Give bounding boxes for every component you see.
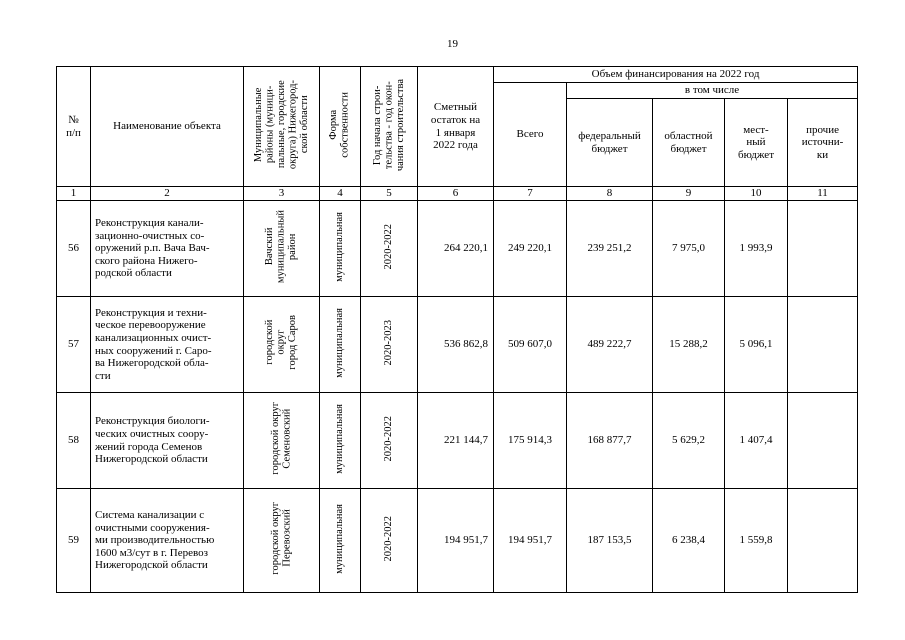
column-number: 9 (653, 187, 725, 201)
header-regional: областной бюджет (653, 99, 725, 187)
row-other (788, 489, 858, 593)
column-number: 8 (567, 187, 653, 201)
column-number: 7 (494, 187, 567, 201)
table-row (57, 489, 858, 593)
financing-table (56, 66, 858, 593)
row-municipality-cell (244, 201, 320, 297)
row-total: 509 607,0 (494, 297, 567, 393)
header-financing: Объем финансирования на 2022 год (494, 67, 858, 83)
header-name: Наименование объекта (91, 67, 244, 187)
row-years: 2020-2022 (383, 515, 395, 562)
row-federal: 489 222,7 (567, 297, 653, 393)
row-estimate: 221 144,7 (418, 393, 494, 489)
header-ownership: Форма собственности (328, 91, 351, 158)
table-row (57, 201, 858, 297)
row-estimate: 536 862,8 (418, 297, 494, 393)
column-number-row (57, 187, 858, 201)
row-federal: 187 153,5 (567, 489, 653, 593)
row-name: Реконструкция биологи- ческих очистных соору- жений города Семенов Нижегородской области (91, 393, 244, 489)
row-total: 249 220,1 (494, 201, 567, 297)
row-local: 1 993,9 (725, 201, 788, 297)
row-ownership: муниципальная (334, 503, 346, 574)
row-years-cell (361, 297, 418, 393)
row-total: 194 951,7 (494, 489, 567, 593)
header-years: Год начала строи- тельства - год окон- чания строительства (371, 78, 406, 171)
row-municipality-cell (244, 393, 320, 489)
row-ownership: муниципальная (334, 307, 346, 378)
row-local: 1 559,8 (725, 489, 788, 593)
row-ownership-cell (320, 201, 361, 297)
row-num: 57 (57, 297, 91, 393)
header-municipality-cell (244, 67, 320, 187)
row-years-cell (361, 489, 418, 593)
column-number: 11 (788, 187, 858, 201)
row-other (788, 297, 858, 393)
row-years-cell (361, 393, 418, 489)
table-row (57, 393, 858, 489)
row-num: 58 (57, 393, 91, 489)
column-number: 10 (725, 187, 788, 201)
column-number: 3 (244, 187, 320, 201)
row-ownership-cell (320, 489, 361, 593)
row-municipality-cell (244, 489, 320, 593)
row-name: Система канализации с очистными сооружения- ми производительностью 1600 м3/сут в г. Перевоз Нижегородской области (91, 489, 244, 593)
column-number: 1 (57, 187, 91, 201)
row-ownership: муниципальная (334, 403, 346, 474)
row-municipality: Вачский муниципальный район (264, 210, 299, 284)
row-local: 5 096,1 (725, 297, 788, 393)
row-years: 2020-2022 (383, 223, 395, 270)
row-name: Реконструкция и техни- ческое перевооружение канализационных очист- ных сооружений г. Саро- ва Нижегородской обла- сти (91, 297, 244, 393)
row-years: 2020-2022 (383, 415, 395, 462)
row-municipality: городской округ город Саров (264, 315, 299, 370)
row-ownership-cell (320, 297, 361, 393)
row-num: 59 (57, 489, 91, 593)
header-row-1 (57, 67, 858, 83)
header-local: мест- ный бюджет (725, 99, 788, 187)
header-municipality: Муниципальные районы (муници- пальные, городские округа) Нижегород- ской области (252, 80, 310, 170)
row-total: 175 914,3 (494, 393, 567, 489)
row-ownership: муниципальная (334, 211, 346, 282)
row-num: 56 (57, 201, 91, 297)
row-years: 2020-2023 (383, 319, 395, 366)
header-ownership-cell (320, 67, 361, 187)
row-local: 1 407,4 (725, 393, 788, 489)
column-number: 5 (361, 187, 418, 201)
header-including: в том числе (567, 83, 858, 99)
row-federal: 168 877,7 (567, 393, 653, 489)
row-municipality: городской округ Семеновский (269, 402, 293, 475)
header-estimate: Сметный остаток на 1 января 2022 года (418, 67, 494, 187)
row-federal: 239 251,2 (567, 201, 653, 297)
column-number: 6 (418, 187, 494, 201)
header-num: № п/п (57, 67, 91, 187)
header-total: Всего (494, 83, 567, 187)
row-other (788, 201, 858, 297)
row-municipality-cell (244, 297, 320, 393)
row-regional: 6 238,4 (653, 489, 725, 593)
header-federal: федеральный бюджет (567, 99, 653, 187)
column-number: 2 (91, 187, 244, 201)
column-number: 4 (320, 187, 361, 201)
page-number: 19 (447, 38, 458, 50)
row-other (788, 393, 858, 489)
row-years-cell (361, 201, 418, 297)
row-ownership-cell (320, 393, 361, 489)
row-name: Реконструкция канали- зационно-очистных со- оружений р.п. Вача Вач- ского района Нижего- родской области (91, 201, 244, 297)
row-regional: 7 975,0 (653, 201, 725, 297)
row-estimate: 264 220,1 (418, 201, 494, 297)
row-estimate: 194 951,7 (418, 489, 494, 593)
header-other: прочие источни- ки (788, 99, 858, 187)
row-regional: 15 288,2 (653, 297, 725, 393)
header-years-cell (361, 67, 418, 187)
table-row (57, 297, 858, 393)
row-regional: 5 629,2 (653, 393, 725, 489)
row-municipality: городской округ Перевозский (269, 502, 293, 575)
